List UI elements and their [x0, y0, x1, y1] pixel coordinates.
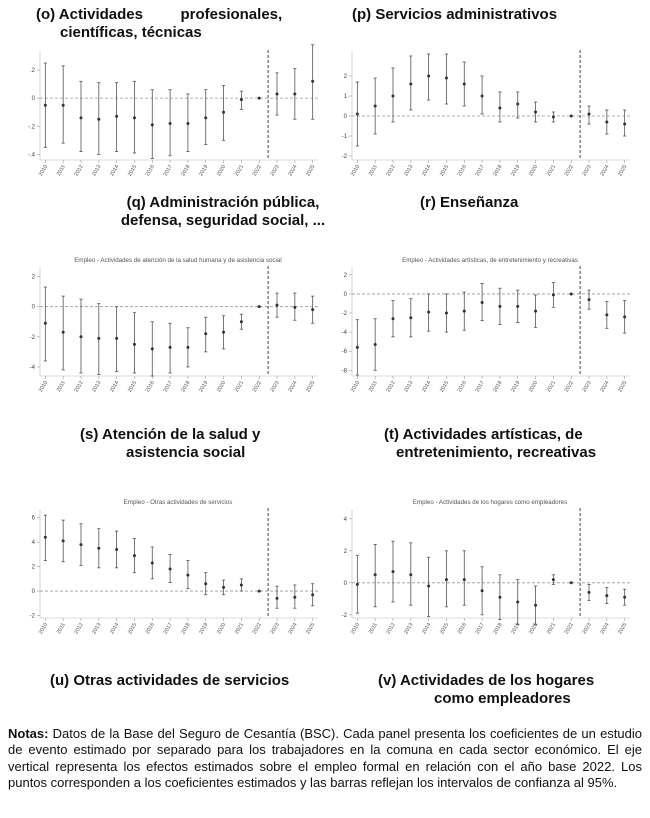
coef-point [97, 337, 100, 340]
x-tick-label: 2021 [233, 622, 246, 636]
x-tick-label: 2020 [216, 164, 228, 178]
coef-point [258, 305, 261, 308]
x-tick-label: 2018 [180, 380, 192, 394]
y-tick-label: -2 [341, 154, 347, 160]
coef-point [240, 583, 243, 586]
coef-point [427, 311, 430, 314]
x-tick-label: 2017 [474, 164, 486, 178]
notes-label: Notas: [8, 726, 49, 741]
x-tick-label: 2025 [617, 380, 629, 394]
y-tick-label: 0 [31, 96, 35, 103]
coef-point [534, 310, 537, 313]
x-tick-label: 2012 [73, 622, 85, 636]
x-tick-label: 2012 [385, 380, 397, 394]
panel-p-svg [340, 42, 640, 187]
x-tick-label: 2023 [269, 380, 281, 394]
x-tick-label: 2010 [349, 622, 362, 636]
coef-point [588, 113, 591, 116]
coef-point [588, 298, 591, 301]
y-tick-label: -4 [341, 330, 347, 337]
x-tick-label: 2015 [126, 380, 139, 394]
coef-point [516, 305, 519, 308]
x-tick-label: 2025 [617, 622, 629, 636]
coef-point [222, 331, 225, 334]
y-tick-label: -2 [341, 612, 347, 619]
y-tick-label: -2 [29, 613, 35, 620]
coef-point [445, 77, 448, 80]
panel-r-chart [340, 258, 640, 403]
x-tick-label: 2023 [581, 380, 593, 394]
x-tick-label: 2021 [233, 164, 246, 178]
x-tick-label: 2017 [474, 622, 486, 636]
x-tick-label: 2013 [403, 164, 415, 178]
x-tick-label: 2011 [55, 380, 67, 394]
x-tick-label: 2018 [492, 164, 504, 178]
coef-point [62, 331, 65, 334]
coef-point [409, 573, 412, 576]
x-tick-label: 2021 [233, 380, 246, 394]
y-tick-label: 2 [343, 74, 347, 80]
coef-point [311, 308, 314, 311]
coef-point [62, 539, 65, 542]
coef-point [97, 547, 100, 550]
x-tick-label: 2020 [216, 380, 228, 394]
y-tick-label: 2 [31, 564, 35, 571]
y-tick-label: -2 [29, 334, 35, 341]
x-tick-label: 2011 [367, 164, 379, 178]
x-tick-label: 2011 [55, 622, 67, 636]
coef-point [481, 589, 484, 592]
x-tick-label: 2014 [109, 380, 121, 394]
panel-u-title-line1: (u) Otras actividades de servicios [50, 672, 290, 689]
x-tick-label: 2013 [91, 164, 103, 178]
coef-point [169, 568, 172, 571]
coef-point [204, 582, 207, 585]
x-tick-label: 2023 [269, 622, 281, 636]
x-tick-label: 2019 [510, 164, 522, 178]
x-tick-label: 2022 [251, 164, 263, 178]
y-tick-label: .2 [29, 68, 35, 75]
coef-point [44, 104, 47, 107]
x-tick-label: 2024 [599, 380, 611, 394]
coef-point [552, 116, 555, 119]
panel-v-title-line2: como empleadores [434, 690, 571, 707]
x-tick-label: 2019 [198, 164, 210, 178]
panel-o-title-line2: científicas, técnicas [60, 24, 202, 41]
x-tick-label: 2014 [421, 164, 433, 178]
y-tick-label: -1 [341, 134, 347, 140]
coef-point [588, 591, 591, 594]
x-tick-label: 2021 [545, 622, 558, 636]
coef-point [293, 306, 296, 309]
x-tick-label: 2018 [492, 622, 504, 636]
x-tick-label: 2020 [528, 622, 540, 636]
coef-point [293, 596, 296, 599]
coef-point [186, 122, 189, 125]
x-tick-label: 2019 [198, 380, 210, 394]
panel-t-title-line2: entretenimiento, recreativas [396, 444, 597, 461]
coef-point [204, 332, 207, 335]
panel-s-svg [28, 500, 328, 645]
x-tick-label: 2019 [198, 622, 210, 636]
coef-point [44, 536, 47, 539]
x-tick-label: 2025 [305, 380, 317, 394]
x-tick-label: 2012 [73, 380, 85, 394]
coef-point [169, 346, 172, 349]
coef-point [115, 337, 118, 340]
y-tick-label: 4 [343, 516, 347, 523]
x-tick-label: 2024 [287, 622, 299, 636]
panel-t-svg [340, 500, 640, 645]
coef-point [427, 75, 430, 78]
x-tick-label: 2010 [349, 164, 362, 178]
x-tick-label: 2013 [91, 380, 103, 394]
coef-point [151, 347, 154, 350]
coef-point [151, 561, 154, 564]
coef-point [97, 118, 100, 121]
x-tick-label: 2016 [456, 622, 469, 636]
coef-point [204, 116, 207, 119]
x-tick-label: 2024 [287, 380, 299, 394]
x-tick-label: 2012 [385, 622, 397, 636]
notes-text: Datos de la Base del Seguro de Cesantía (BSC). Cada panel presenta los coeficientes de un estudio de evento estimado por separado para los trabajadores en la comuna en cada sector económico. El eje vertical representa los efectos estimados sobre el empleo formal en relación con el año base 2022. Los puntos corresponden a los coeficientes estimados y las barras reflejan los intervalos de confianza al 95%. [8, 726, 642, 790]
coef-point [481, 95, 484, 98]
panel-q-chart [28, 258, 328, 403]
panel-t-title-line1: (t) Actividades artísticas, de [384, 426, 583, 443]
y-tick-label: 1 [343, 94, 347, 100]
x-tick-label: 2020 [216, 622, 228, 636]
coef-point [374, 573, 377, 576]
coef-point [409, 316, 412, 319]
x-tick-label: 2022 [563, 380, 575, 394]
y-tick-label: 0 [343, 291, 347, 298]
coef-point [409, 83, 412, 86]
x-tick-label: 2010 [349, 380, 362, 394]
coef-point [534, 604, 537, 607]
x-tick-label: 2015 [438, 622, 451, 636]
coef-point [311, 593, 314, 596]
x-tick-label: 2024 [599, 622, 611, 636]
coef-point [79, 543, 82, 546]
coef-point [463, 83, 466, 86]
panel-s-title [80, 426, 340, 462]
x-tick-label: 2023 [581, 622, 593, 636]
y-tick-label: 2 [343, 548, 347, 555]
x-tick-label: 2011 [55, 164, 67, 178]
x-tick-label: 2017 [162, 380, 174, 394]
x-tick-label: 2025 [305, 164, 317, 178]
x-tick-label: 2015 [438, 164, 451, 178]
panel-o-chart [28, 42, 328, 187]
coef-point [311, 80, 314, 83]
panel-q-title-line2: defensa, seguridad social, ... [120, 212, 326, 229]
coef-point [391, 95, 394, 98]
panel-o-svg [28, 42, 328, 187]
x-tick-label: 2025 [305, 622, 317, 636]
y-tick-label: -.2 [27, 124, 35, 131]
coef-point [115, 115, 118, 118]
panel-q-svg [28, 258, 328, 403]
coef-point [186, 346, 189, 349]
coef-point [623, 123, 626, 126]
y-tick-label: 6 [31, 515, 35, 522]
coef-point [516, 601, 519, 604]
chart-subtitle: Empleo - Actividades artísticas, de entretenimiento y recreativas [402, 257, 578, 264]
coef-point [276, 597, 279, 600]
x-tick-label: 2014 [421, 380, 433, 394]
coef-point [276, 92, 279, 95]
coef-point [133, 343, 136, 346]
panel-o-title-line1: (o) Actividades profesionales, [36, 6, 283, 23]
figure-notes [8, 726, 642, 791]
x-tick-label: 2017 [474, 380, 486, 394]
y-tick-label: -2 [341, 311, 347, 318]
chart-subtitle: Empleo - Actividades de atención de la salud humana y de asistencia social [74, 257, 282, 264]
panel-q-title-line1: (q) Administración pública, [126, 194, 320, 211]
coef-point [463, 310, 466, 313]
coef-point [570, 292, 573, 295]
y-tick-label: 0 [343, 114, 347, 120]
coef-point [498, 107, 501, 110]
x-tick-label: 2017 [162, 622, 174, 636]
coef-point [623, 315, 626, 318]
coef-point [62, 104, 65, 107]
coef-point [44, 322, 47, 325]
coef-point [79, 335, 82, 338]
coef-point [623, 596, 626, 599]
x-tick-label: 2013 [403, 380, 415, 394]
y-tick-label: 0 [31, 589, 35, 596]
panel-o-title [36, 6, 326, 42]
coef-point [570, 581, 573, 584]
coef-point [391, 570, 394, 573]
coef-point [445, 312, 448, 315]
coef-point [356, 583, 359, 586]
y-tick-label: -.4 [27, 152, 35, 159]
panel-r-title-line1: (r) Enseñanza [420, 194, 519, 211]
x-tick-label: 2021 [545, 380, 558, 394]
panel-p-title [352, 6, 642, 24]
coef-point [552, 578, 555, 581]
coef-point [151, 123, 154, 126]
coef-point [605, 313, 608, 316]
coef-point [391, 317, 394, 320]
x-tick-label: 2024 [599, 164, 611, 178]
coef-point [374, 343, 377, 346]
coef-point [293, 92, 296, 95]
x-tick-label: 2010 [37, 622, 50, 636]
x-tick-label: 2013 [403, 622, 415, 636]
coef-point [240, 320, 243, 323]
y-tick-label: 0 [343, 580, 347, 587]
x-tick-label: 2014 [109, 622, 121, 636]
coef-point [133, 554, 136, 557]
coef-point [258, 97, 261, 100]
x-tick-label: 2021 [545, 164, 558, 178]
panel-t-chart [340, 500, 640, 645]
coef-point [258, 590, 261, 593]
x-tick-label: 2015 [438, 380, 451, 394]
x-tick-label: 2019 [510, 380, 522, 394]
x-tick-label: 2025 [617, 164, 629, 178]
coef-point [534, 111, 537, 114]
x-tick-label: 2015 [126, 164, 139, 178]
panel-p-title-line1: (p) Servicios administrativos [352, 6, 558, 23]
x-tick-label: 2022 [563, 164, 575, 178]
x-tick-label: 2023 [581, 164, 593, 178]
coef-point [481, 301, 484, 304]
x-tick-label: 2015 [126, 622, 139, 636]
panel-v-title [378, 672, 648, 708]
y-tick-label: 2 [31, 274, 35, 281]
x-tick-label: 2020 [528, 380, 540, 394]
y-tick-label: 2 [343, 272, 347, 279]
coef-point [222, 586, 225, 589]
x-tick-label: 2019 [510, 622, 522, 636]
panel-r-title [420, 194, 620, 212]
chart-subtitle: Empleo - Actividades de los hogares como empleadores [412, 499, 568, 506]
x-tick-label: 2017 [162, 164, 174, 178]
coef-point [133, 116, 136, 119]
coef-point [552, 293, 555, 296]
coef-point [498, 596, 501, 599]
x-tick-label: 2022 [251, 622, 263, 636]
x-tick-label: 2012 [385, 164, 397, 178]
x-tick-label: 2011 [367, 380, 379, 394]
x-tick-label: 2016 [144, 164, 157, 178]
coef-point [605, 121, 608, 124]
x-tick-label: 2014 [109, 164, 121, 178]
panel-p-chart [340, 42, 640, 187]
x-tick-label: 2010 [37, 164, 50, 178]
x-tick-label: 2018 [492, 380, 504, 394]
coef-point [463, 578, 466, 581]
chart-subtitle: Empleo - Otras actividades de servicios [123, 499, 233, 506]
x-tick-label: 2010 [37, 380, 50, 394]
coef-point [169, 122, 172, 125]
coef-point [445, 578, 448, 581]
x-tick-label: 2011 [367, 622, 379, 636]
y-tick-label: -6 [341, 349, 347, 356]
x-tick-label: 2012 [73, 164, 85, 178]
coef-point [427, 585, 430, 588]
coef-point [186, 574, 189, 577]
panel-v-title-line1: (v) Actividades de los hogares [378, 672, 595, 689]
y-tick-label: 0 [31, 304, 35, 311]
coef-point [115, 548, 118, 551]
coef-point [222, 111, 225, 114]
coef-point [79, 116, 82, 119]
x-tick-label: 2016 [456, 380, 469, 394]
panel-t-title [384, 426, 644, 462]
y-tick-label: -4 [29, 364, 35, 371]
coef-point [498, 305, 501, 308]
panel-s-chart [28, 500, 328, 645]
x-tick-label: 2016 [144, 622, 157, 636]
x-tick-label: 2024 [287, 164, 299, 178]
x-tick-label: 2014 [421, 622, 433, 636]
x-tick-label: 2013 [91, 622, 103, 636]
y-tick-label: -8 [341, 368, 347, 375]
x-tick-label: 2023 [269, 164, 281, 178]
panel-s-title-line2: asistencia social [126, 444, 246, 461]
x-tick-label: 2020 [528, 164, 540, 178]
x-tick-label: 2018 [180, 622, 192, 636]
coef-point [276, 304, 279, 307]
coef-point [356, 113, 359, 116]
x-tick-label: 2016 [144, 380, 157, 394]
coef-point [570, 115, 573, 118]
coef-point [516, 103, 519, 106]
x-tick-label: 2022 [251, 380, 263, 394]
x-tick-label: 2022 [563, 622, 575, 636]
coef-point [240, 98, 243, 101]
x-tick-label: 2016 [456, 164, 469, 178]
panel-r-svg [340, 258, 640, 403]
panel-q-title [103, 194, 343, 230]
x-tick-label: 2018 [180, 164, 192, 178]
coef-point [605, 594, 608, 597]
panel-u-title [50, 672, 340, 690]
coef-point [356, 346, 359, 349]
panel-s-title-line1: (s) Atención de la salud y [80, 426, 261, 443]
y-tick-label: 4 [31, 540, 35, 547]
coef-point [374, 105, 377, 108]
